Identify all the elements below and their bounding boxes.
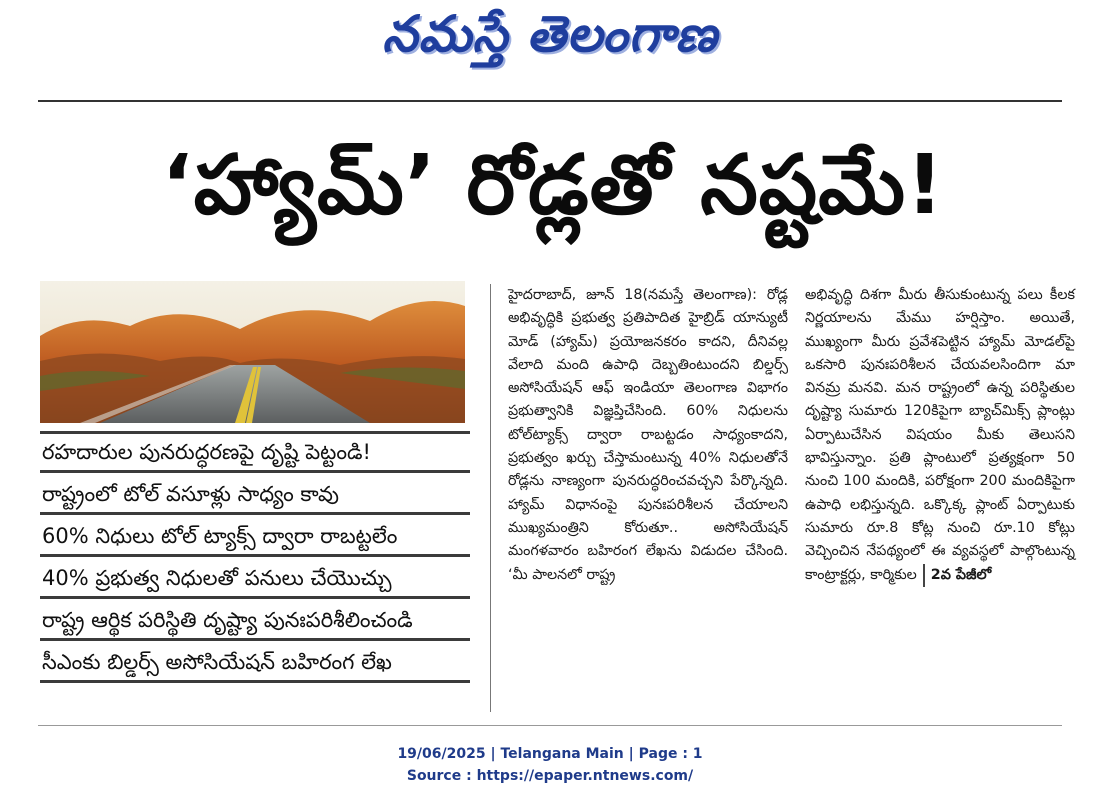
masthead xyxy=(0,4,1100,76)
masthead-logo: నమస్తే తెలంగాణ xyxy=(382,4,718,63)
highlight-item: సీఎంకు బిల్డర్స్ అసోసియేషన్ బహిరంగ లేఖ xyxy=(40,644,470,683)
footer-source: Source : https://epaper.ntnews.com/ xyxy=(406,768,694,784)
footer-edition-info: 19/06/2025 | Telangana Main | Page : 1 xyxy=(397,746,703,762)
article-text-continued: అభివృద్ధి దిశగా మీరు తీసుకుంటున్న పలు కీలక నిర్ణయాలను మేము హర్షిస్తాం. అయితే, ముఖ్యంగా మీరు ప్రవేశపెట్టిన హ్యామ్ మోడల్‌పై ఒకసారి పునఃపరిశీలన చేయవలసిందిగా మా వినమ్ర మనవి. మన రాష్ట్రంలో ఉన్న పరిస్థితుల దృష్ట్యా సుమారు 120కిపైగా బ్యాచ్‌మిక్స్ ప్లాంట్లు ఏర్పాటుచేసిన విషయం మీకు తెలుసని భావిస్తున్నాం. ప్రతి ప్లాంటులో ప్రత్యక్షంగా 50 నుంచి 100 మందికి, పరోక్షంగా 200 మందికిపైగా ఉపాధి లభిస్తున్నది. ఒక్కొక్క ప్లాంట్ ఏర్పాటుకు సుమారు రూ.8 కోట్ల నుంచి రూ.10 కోట్లు వెచ్చించిన నేపథ్యంలో ఈ వ్యవస్థలో పాల్గొంటున్న కాంట్రాక్టర్లు, కార్మికుల xyxy=(805,287,1075,583)
highlight-item: రాష్ట్రంలో టోల్ వసూళ్లు సాధ్యం కావు xyxy=(40,476,470,515)
continued-page-reference: 2వ పేజీలో xyxy=(923,564,991,587)
highlight-item: రహదారుల పునరుద్ధరణపై దృష్టి పెట్టండి! xyxy=(40,431,470,473)
highlight-item: రాష్ట్ర ఆర్థిక పరిస్థితి దృష్ట్యా పునఃపరిశీలించండి xyxy=(40,602,470,641)
headline: ‘హ్యామ్’ రోడ్లతో నష్టమే! xyxy=(161,137,945,233)
article-text: హైదరాబాద్, జూన్ 18(నమస్తే తెలంగాణ): రోడ్ల అభివృద్ధికి ప్రభుత్వ ప్రతిపాదిత హైబ్రిడ్ యాన్యుటీ మోడ్ (హ్యామ్) ప్రయోజనకరం కాదని, దీనివల్ల వేలాది మంది ఉపాధి దెబ్బతింటుందని బిల్డర్స్ అసోసియేషన్ ఆఫ్ ఇండియా తెలంగాణ విభాగం ప్రభుత్వానికి విజ్ఞప్తిచేసింది. 60% నిధులను టోల్‌ట్యాక్స్ ద్వారా రాబట్టడం సాధ్యంకాదని, ప్రభుత్వం ఖర్చు చేస్తామంటున్న 40% నిధులతోనే రోడ్లను నాణ్యంగా పునరుద్ధరించవచ్చని పేర్కొన్నది. హ్యామ్ విధానంపై పునఃపరిశీలన చేయాలని ముఖ్యమంత్రిని కోరుతూ.. అసోసియేషన్ మంగళవారం బహిరంగ లేఖను విడుదల చేసింది. ‘మీ పాలనలో రాష్ట్ర xyxy=(508,287,788,583)
article-text xyxy=(805,284,1075,587)
road-photo xyxy=(40,281,465,423)
footer-divider xyxy=(38,725,1062,726)
road-photo-illustration xyxy=(40,281,465,423)
article-column-1 xyxy=(508,284,788,587)
column-divider xyxy=(490,284,491,712)
highlights-list xyxy=(40,431,470,686)
highlight-item: 60% నిధులు టోల్ ట్యాక్స్ ద్వారా రాబట్టలేం xyxy=(40,518,470,557)
highlight-item: 40% ప్రభుత్వ నిధులతో పనులు చేయొచ్చు xyxy=(40,560,470,599)
masthead-divider xyxy=(38,100,1062,102)
article-column-2 xyxy=(805,284,1075,587)
